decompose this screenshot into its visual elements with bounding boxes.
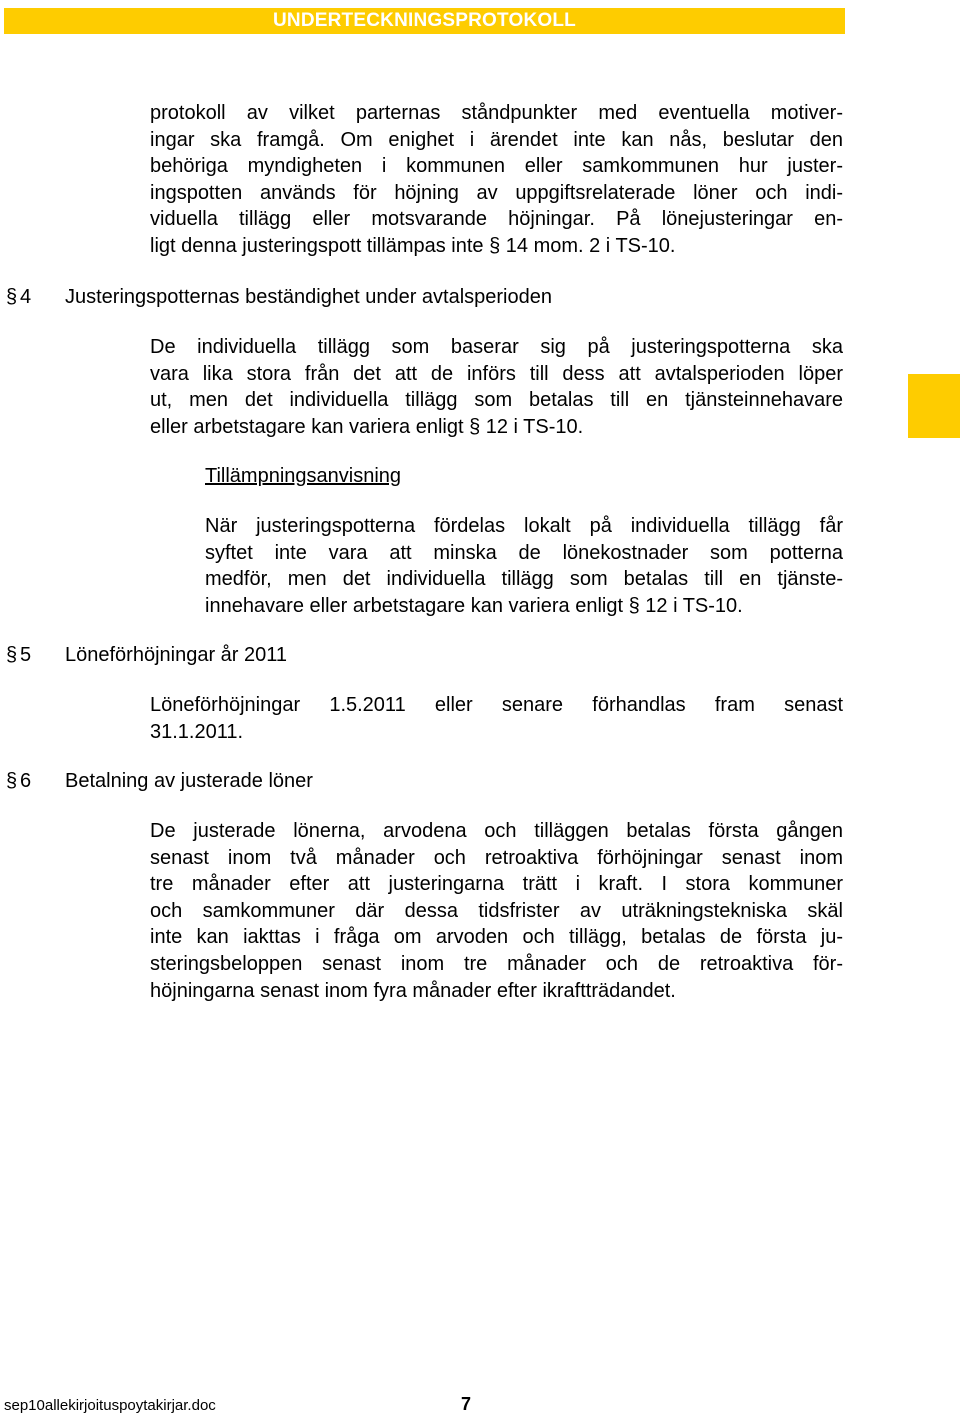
header-bar: [4, 8, 845, 34]
text-line: ligt denna justeringspott tillämpas inte § 14 mom. 2 i TS-10.: [150, 234, 676, 257]
text-line: inte kan iakttas i fråga om arvoden och tillägg, betalas de första ju-: [150, 926, 843, 949]
text-line: tre månader efter att justeringarna trätt i kraft. I stora kommuner: [150, 873, 843, 896]
section-title: Betalning av justerade löner: [65, 770, 313, 792]
text-line: 31.1.2011.: [150, 720, 244, 743]
section-5-paragraph: [150, 692, 843, 745]
text-line: De justerade lönerna, arvodena och tilläggen betalas första gången: [150, 820, 843, 842]
text-line: ingspotten används för höjning av uppgiftsrelaterade löner och indi-: [150, 181, 843, 204]
section-6-heading: [6, 768, 313, 794]
text-line: och samkommuner där dessa tidsfrister av uträkningstekniska skäl: [150, 899, 843, 922]
text-line: Löneförhöjningar 1.5.2011 eller senare förhandlas fram senast: [150, 694, 843, 716]
section-4-subparagraph: [205, 513, 843, 619]
text-line: När justeringspotterna fördelas lokalt på individuella tillägg får: [205, 515, 843, 537]
side-tab-marker: [908, 374, 960, 438]
section-5-heading: [6, 642, 287, 668]
section-number: 6: [20, 770, 32, 792]
intro-paragraph: [150, 100, 843, 260]
section-number: 4: [20, 286, 32, 308]
section-symbol: §: [6, 770, 18, 792]
text-line: senast inom två månader och retroaktiva förhöjningar senast inom: [150, 846, 843, 869]
section-4-subheading: Tillämpningsanvisning: [205, 465, 402, 487]
text-line: viduella tillägg eller motsvarande höjningar. På lönejusteringar en-: [150, 208, 843, 231]
text-line: De individuella tillägg som baserar sig på justeringspotterna ska: [150, 336, 843, 358]
text-line: steringsbeloppen senast inom tre månader och de retroaktiva för-: [150, 952, 843, 975]
document-title: UNDERTECKNINGSPROTOKOLL: [273, 10, 576, 31]
section-6-paragraph: [150, 818, 843, 1004]
section-4-heading: [6, 284, 552, 310]
section-title: Löneförhöjningar år 2011: [65, 644, 288, 666]
page-number: 7: [461, 1394, 472, 1414]
text-line: medför, men det individuella tillägg som betalas till en tjänste-: [205, 568, 843, 591]
text-line: vara lika stora från det att de införs till dess att avtalsperioden löper: [150, 362, 843, 385]
footer-filename: sep10allekirjoituspoytakirjar.doc: [4, 1397, 216, 1414]
section-4-paragraph: [150, 334, 843, 440]
text-line: behöriga myndigheten i kommunen eller samkommunen hur juster-: [150, 155, 843, 178]
section-symbol: §: [6, 644, 18, 666]
section-number: 5: [20, 644, 32, 666]
section-symbol: §: [6, 286, 18, 308]
text-line: ut, men det individuella tillägg som betalas till en tjänsteinnehavare: [150, 389, 843, 412]
text-line: innehavare eller arbetstagare kan variera enligt § 12 i TS-10.: [205, 594, 743, 617]
section-title: Justeringspotternas beständighet under avtalsperioden: [65, 286, 552, 308]
text-line: höjningarna senast inom fyra månader efter ikraftträdandet.: [150, 979, 676, 1002]
text-line: ingar ska framgå. Om enighet i ärendet inte kan nås, beslutar den: [150, 128, 843, 151]
text-line: syftet inte vara att minska de lönekostnader som potterna: [205, 541, 843, 564]
text-line: protokoll av vilket parternas ståndpunkter med eventuella motiver-: [150, 102, 843, 124]
text-line: eller arbetstagare kan variera enligt § 12 i TS-10.: [150, 415, 584, 438]
